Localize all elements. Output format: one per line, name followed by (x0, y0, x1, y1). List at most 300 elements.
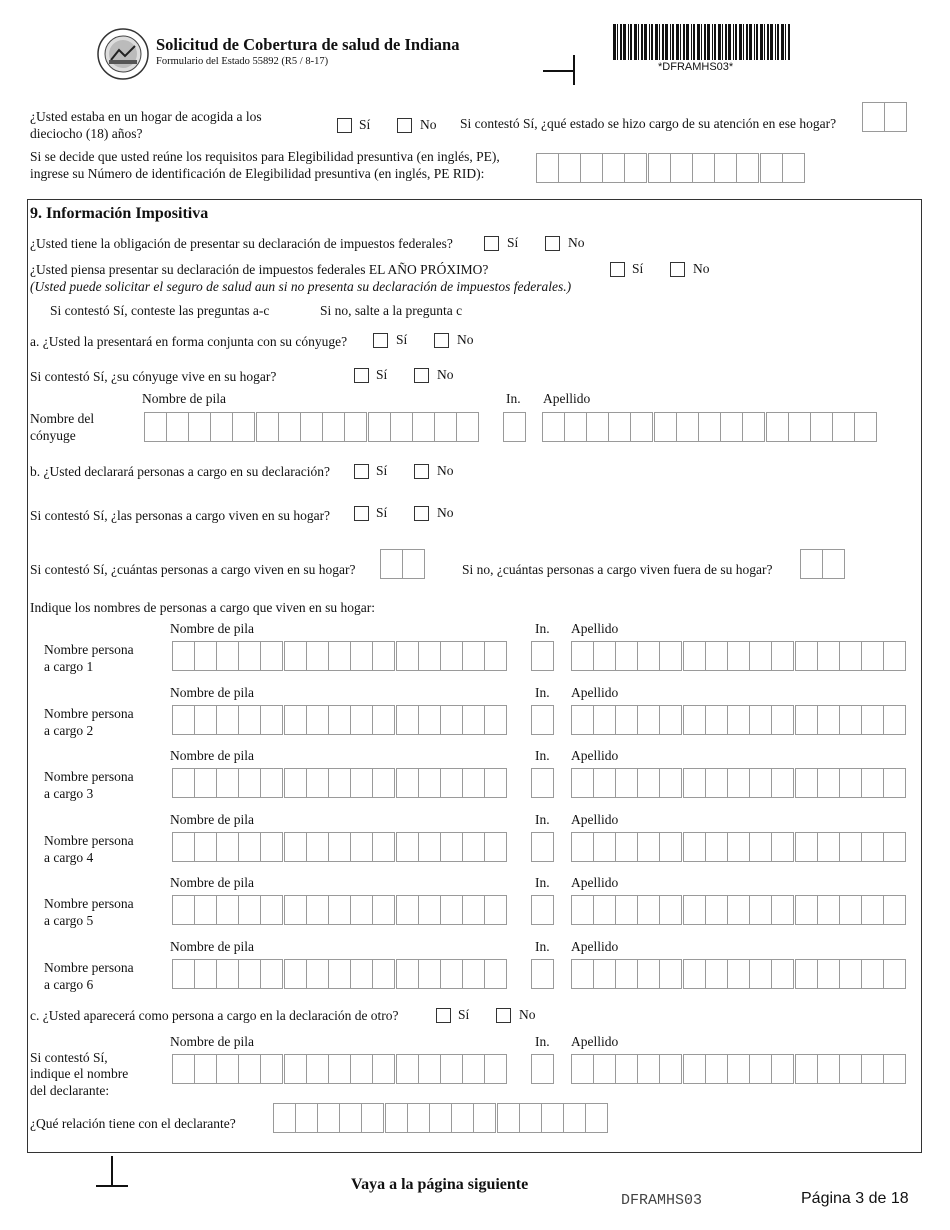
character-box[interactable] (295, 1103, 318, 1133)
character-box[interactable] (462, 832, 485, 862)
character-box[interactable] (585, 1103, 608, 1133)
character-box[interactable] (861, 959, 884, 989)
character-box[interactable] (166, 412, 189, 442)
dependent-first-name-input[interactable] (172, 705, 506, 735)
character-box[interactable] (749, 768, 772, 798)
spouse-lives-no-checkbox[interactable] (414, 368, 429, 383)
character-box[interactable] (284, 641, 307, 671)
character-box[interactable] (238, 1054, 261, 1084)
character-box[interactable] (683, 641, 706, 671)
character-box[interactable] (795, 895, 818, 925)
character-box[interactable] (216, 895, 239, 925)
character-box[interactable] (795, 832, 818, 862)
character-box[interactable] (749, 641, 772, 671)
character-box[interactable] (172, 768, 195, 798)
character-box[interactable] (418, 1054, 441, 1084)
character-box[interactable] (659, 895, 682, 925)
character-box[interactable] (727, 705, 750, 735)
character-box[interactable] (273, 1103, 296, 1133)
character-box[interactable] (839, 768, 862, 798)
character-box[interactable] (727, 895, 750, 925)
character-box[interactable] (637, 832, 660, 862)
character-box[interactable] (238, 768, 261, 798)
character-box[interactable] (883, 959, 906, 989)
character-box[interactable] (558, 153, 581, 183)
character-box[interactable] (637, 705, 660, 735)
character-box[interactable] (670, 153, 693, 183)
character-box[interactable] (782, 153, 805, 183)
character-box[interactable] (372, 959, 395, 989)
character-box[interactable] (418, 641, 441, 671)
character-box[interactable] (418, 895, 441, 925)
character-box[interactable] (771, 832, 794, 862)
character-box[interactable] (705, 768, 728, 798)
character-box[interactable] (306, 705, 329, 735)
character-box[interactable] (795, 641, 818, 671)
dependent-first-name-input[interactable] (172, 959, 506, 989)
spouse-lives-yes-checkbox[interactable] (354, 368, 369, 383)
character-box[interactable] (380, 549, 403, 579)
character-box[interactable] (727, 641, 750, 671)
character-box[interactable] (720, 412, 743, 442)
character-box[interactable] (564, 412, 587, 442)
character-box[interactable] (861, 641, 884, 671)
dependents-no-checkbox[interactable] (414, 464, 429, 479)
character-box[interactable] (580, 153, 603, 183)
character-box[interactable] (861, 832, 884, 862)
character-box[interactable] (440, 705, 463, 735)
character-box[interactable] (372, 832, 395, 862)
character-box[interactable] (372, 705, 395, 735)
character-box[interactable] (484, 959, 507, 989)
character-box[interactable] (602, 153, 625, 183)
character-box[interactable] (440, 959, 463, 989)
character-box[interactable] (284, 705, 307, 735)
character-box[interactable] (683, 832, 706, 862)
character-box[interactable] (817, 1054, 840, 1084)
character-box[interactable] (194, 832, 217, 862)
character-box[interactable] (462, 768, 485, 798)
dependent-first-name-input[interactable] (172, 641, 506, 671)
character-box[interactable] (705, 895, 728, 925)
character-box[interactable] (497, 1103, 520, 1133)
character-box[interactable] (861, 895, 884, 925)
character-box[interactable] (637, 959, 660, 989)
character-box[interactable] (278, 412, 301, 442)
character-box[interactable] (683, 1054, 706, 1084)
character-box[interactable] (615, 768, 638, 798)
dependent-initial-input[interactable] (531, 641, 553, 671)
character-box[interactable] (172, 705, 195, 735)
character-box[interactable] (216, 641, 239, 671)
character-box[interactable] (654, 412, 677, 442)
character-box[interactable] (440, 832, 463, 862)
how-many-out-input[interactable] (800, 549, 844, 579)
character-box[interactable] (484, 1054, 507, 1084)
character-box[interactable] (624, 153, 647, 183)
character-box[interactable] (839, 895, 862, 925)
character-box[interactable] (822, 549, 845, 579)
character-box[interactable] (705, 1054, 728, 1084)
character-box[interactable] (306, 641, 329, 671)
character-box[interactable] (536, 153, 559, 183)
character-box[interactable] (418, 959, 441, 989)
character-box[interactable] (484, 641, 507, 671)
character-box[interactable] (216, 959, 239, 989)
character-box[interactable] (593, 1054, 616, 1084)
character-box[interactable] (817, 895, 840, 925)
character-box[interactable] (771, 641, 794, 671)
character-box[interactable] (771, 895, 794, 925)
character-box[interactable] (440, 768, 463, 798)
character-box[interactable] (727, 1054, 750, 1084)
character-box[interactable] (194, 895, 217, 925)
character-box[interactable] (839, 832, 862, 862)
dependent-last-name-input[interactable] (571, 959, 905, 989)
character-box[interactable] (861, 705, 884, 735)
character-box[interactable] (238, 895, 261, 925)
character-box[interactable] (771, 705, 794, 735)
character-box[interactable] (232, 412, 255, 442)
character-box[interactable] (714, 153, 737, 183)
character-box[interactable] (350, 705, 373, 735)
character-box[interactable] (260, 768, 283, 798)
character-box[interactable] (659, 768, 682, 798)
character-box[interactable] (194, 768, 217, 798)
character-box[interactable] (615, 832, 638, 862)
character-box[interactable] (372, 1054, 395, 1084)
character-box[interactable] (429, 1103, 452, 1133)
character-box[interactable] (328, 959, 351, 989)
character-box[interactable] (637, 768, 660, 798)
dependent-initial-input[interactable] (531, 832, 553, 862)
character-box[interactable] (839, 1054, 862, 1084)
spouse-last-name-input[interactable] (542, 412, 876, 442)
character-box[interactable] (637, 1054, 660, 1084)
character-box[interactable] (260, 832, 283, 862)
character-box[interactable] (172, 1054, 195, 1084)
character-box[interactable] (749, 832, 772, 862)
filer-initial-input[interactable] (531, 1054, 553, 1084)
file-federal-no-checkbox[interactable] (545, 236, 560, 251)
character-box[interactable] (839, 705, 862, 735)
character-box[interactable] (172, 641, 195, 671)
character-box[interactable] (749, 705, 772, 735)
character-box[interactable] (531, 959, 554, 989)
character-box[interactable] (238, 641, 261, 671)
character-box[interactable] (306, 895, 329, 925)
character-box[interactable] (637, 641, 660, 671)
character-box[interactable] (571, 768, 594, 798)
character-box[interactable] (440, 895, 463, 925)
character-box[interactable] (306, 1054, 329, 1084)
character-box[interactable] (883, 705, 906, 735)
character-box[interactable] (742, 412, 765, 442)
character-box[interactable] (531, 768, 554, 798)
character-box[interactable] (771, 768, 794, 798)
character-box[interactable] (172, 832, 195, 862)
character-box[interactable] (676, 412, 699, 442)
character-box[interactable] (328, 705, 351, 735)
file-federal-yes-checkbox[interactable] (484, 236, 499, 251)
character-box[interactable] (586, 412, 609, 442)
character-box[interactable] (593, 895, 616, 925)
character-box[interactable] (531, 1054, 554, 1084)
character-box[interactable] (238, 959, 261, 989)
character-box[interactable] (659, 705, 682, 735)
character-box[interactable] (412, 412, 435, 442)
character-box[interactable] (883, 832, 906, 862)
character-box[interactable] (462, 1054, 485, 1084)
character-box[interactable] (350, 641, 373, 671)
foster-no-checkbox[interactable] (397, 118, 412, 133)
dependent-first-name-input[interactable] (172, 768, 506, 798)
character-box[interactable] (736, 153, 759, 183)
character-box[interactable] (862, 102, 885, 132)
character-box[interactable] (451, 1103, 474, 1133)
character-box[interactable] (328, 1054, 351, 1084)
joint-yes-checkbox[interactable] (373, 333, 388, 348)
character-box[interactable] (284, 1054, 307, 1084)
character-box[interactable] (705, 959, 728, 989)
character-box[interactable] (484, 768, 507, 798)
character-box[interactable] (260, 959, 283, 989)
character-box[interactable] (350, 895, 373, 925)
character-box[interactable] (727, 768, 750, 798)
character-box[interactable] (172, 959, 195, 989)
character-box[interactable] (418, 768, 441, 798)
character-box[interactable] (727, 959, 750, 989)
character-box[interactable] (563, 1103, 586, 1133)
character-box[interactable] (839, 641, 862, 671)
character-box[interactable] (260, 705, 283, 735)
dependent-last-name-input[interactable] (571, 768, 905, 798)
character-box[interactable] (571, 832, 594, 862)
character-box[interactable] (216, 768, 239, 798)
character-box[interactable] (615, 705, 638, 735)
character-box[interactable] (372, 768, 395, 798)
foster-state-input[interactable] (862, 102, 906, 132)
character-box[interactable] (328, 895, 351, 925)
character-box[interactable] (571, 641, 594, 671)
character-box[interactable] (260, 895, 283, 925)
character-box[interactable] (372, 895, 395, 925)
character-box[interactable] (832, 412, 855, 442)
character-box[interactable] (306, 959, 329, 989)
character-box[interactable] (771, 1054, 794, 1084)
character-box[interactable] (683, 705, 706, 735)
character-box[interactable] (749, 1054, 772, 1084)
character-box[interactable] (883, 641, 906, 671)
character-box[interactable] (637, 895, 660, 925)
character-box[interactable] (571, 959, 594, 989)
character-box[interactable] (817, 641, 840, 671)
character-box[interactable] (462, 705, 485, 735)
character-box[interactable] (396, 895, 419, 925)
character-box[interactable] (705, 705, 728, 735)
character-box[interactable] (385, 1103, 408, 1133)
character-box[interactable] (306, 768, 329, 798)
character-box[interactable] (210, 412, 233, 442)
character-box[interactable] (328, 832, 351, 862)
character-box[interactable] (440, 641, 463, 671)
character-box[interactable] (854, 412, 877, 442)
dependent-last-name-input[interactable] (571, 895, 905, 925)
character-box[interactable] (705, 641, 728, 671)
character-box[interactable] (434, 412, 457, 442)
character-box[interactable] (194, 705, 217, 735)
character-box[interactable] (484, 705, 507, 735)
spouse-first-name-input[interactable] (144, 412, 478, 442)
character-box[interactable] (284, 832, 307, 862)
character-box[interactable] (216, 705, 239, 735)
character-box[interactable] (396, 641, 419, 671)
character-box[interactable] (817, 768, 840, 798)
character-box[interactable] (795, 1054, 818, 1084)
dependent-first-name-input[interactable] (172, 832, 506, 862)
character-box[interactable] (462, 895, 485, 925)
character-box[interactable] (260, 1054, 283, 1084)
character-box[interactable] (396, 959, 419, 989)
character-box[interactable] (284, 768, 307, 798)
character-box[interactable] (571, 1054, 594, 1084)
character-box[interactable] (810, 412, 833, 442)
character-box[interactable] (194, 1054, 217, 1084)
character-box[interactable] (372, 641, 395, 671)
character-box[interactable] (683, 768, 706, 798)
character-box[interactable] (344, 412, 367, 442)
character-box[interactable] (615, 895, 638, 925)
character-box[interactable] (238, 832, 261, 862)
character-box[interactable] (749, 895, 772, 925)
character-box[interactable] (350, 768, 373, 798)
character-box[interactable] (698, 412, 721, 442)
dependent-initial-input[interactable] (531, 768, 553, 798)
dependent-initial-input[interactable] (531, 895, 553, 925)
character-box[interactable] (615, 959, 638, 989)
character-box[interactable] (795, 768, 818, 798)
character-box[interactable] (390, 412, 413, 442)
character-box[interactable] (861, 768, 884, 798)
character-box[interactable] (883, 895, 906, 925)
character-box[interactable] (883, 768, 906, 798)
character-box[interactable] (368, 412, 391, 442)
other-return-no-checkbox[interactable] (496, 1008, 511, 1023)
dependent-first-name-input[interactable] (172, 895, 506, 925)
next-year-no-checkbox[interactable] (670, 262, 685, 277)
character-box[interactable] (659, 959, 682, 989)
character-box[interactable] (531, 832, 554, 862)
character-box[interactable] (350, 832, 373, 862)
character-box[interactable] (396, 1054, 419, 1084)
character-box[interactable] (692, 153, 715, 183)
dependents-yes-checkbox[interactable] (354, 464, 369, 479)
character-box[interactable] (484, 832, 507, 862)
dependent-initial-input[interactable] (531, 705, 553, 735)
character-box[interactable] (172, 895, 195, 925)
character-box[interactable] (256, 412, 279, 442)
character-box[interactable] (883, 1054, 906, 1084)
character-box[interactable] (683, 895, 706, 925)
character-box[interactable] (800, 549, 823, 579)
character-box[interactable] (531, 895, 554, 925)
character-box[interactable] (238, 705, 261, 735)
joint-no-checkbox[interactable] (434, 333, 449, 348)
character-box[interactable] (519, 1103, 542, 1133)
character-box[interactable] (615, 641, 638, 671)
character-box[interactable] (300, 412, 323, 442)
filer-last-name-input[interactable] (571, 1054, 905, 1084)
character-box[interactable] (648, 153, 671, 183)
character-box[interactable] (593, 641, 616, 671)
character-box[interactable] (861, 1054, 884, 1084)
spouse-initial-input[interactable] (503, 412, 525, 442)
character-box[interactable] (462, 959, 485, 989)
character-box[interactable] (456, 412, 479, 442)
character-box[interactable] (659, 1054, 682, 1084)
dependent-last-name-input[interactable] (571, 832, 905, 862)
character-box[interactable] (473, 1103, 496, 1133)
character-box[interactable] (683, 959, 706, 989)
character-box[interactable] (541, 1103, 564, 1133)
character-box[interactable] (440, 1054, 463, 1084)
character-box[interactable] (216, 1054, 239, 1084)
character-box[interactable] (484, 895, 507, 925)
character-box[interactable] (788, 412, 811, 442)
character-box[interactable] (727, 832, 750, 862)
character-box[interactable] (418, 832, 441, 862)
character-box[interactable] (396, 768, 419, 798)
character-box[interactable] (531, 641, 554, 671)
character-box[interactable] (749, 959, 772, 989)
character-box[interactable] (317, 1103, 340, 1133)
character-box[interactable] (407, 1103, 430, 1133)
foster-yes-checkbox[interactable] (337, 118, 352, 133)
dependents-live-no-checkbox[interactable] (414, 506, 429, 521)
character-box[interactable] (795, 959, 818, 989)
character-box[interactable] (817, 959, 840, 989)
character-box[interactable] (350, 1054, 373, 1084)
filer-first-name-input[interactable] (172, 1054, 506, 1084)
relation-input[interactable] (273, 1103, 607, 1133)
pe-rid-input[interactable] (536, 153, 804, 183)
character-box[interactable] (608, 412, 631, 442)
dependent-initial-input[interactable] (531, 959, 553, 989)
character-box[interactable] (260, 641, 283, 671)
character-box[interactable] (593, 705, 616, 735)
character-box[interactable] (339, 1103, 362, 1133)
character-box[interactable] (615, 1054, 638, 1084)
character-box[interactable] (766, 412, 789, 442)
dependents-live-yes-checkbox[interactable] (354, 506, 369, 521)
character-box[interactable] (144, 412, 167, 442)
character-box[interactable] (795, 705, 818, 735)
character-box[interactable] (462, 641, 485, 671)
character-box[interactable] (188, 412, 211, 442)
character-box[interactable] (571, 705, 594, 735)
character-box[interactable] (322, 412, 345, 442)
character-box[interactable] (659, 832, 682, 862)
character-box[interactable] (194, 641, 217, 671)
dependent-last-name-input[interactable] (571, 705, 905, 735)
character-box[interactable] (194, 959, 217, 989)
character-box[interactable] (396, 705, 419, 735)
character-box[interactable] (593, 959, 616, 989)
character-box[interactable] (571, 895, 594, 925)
character-box[interactable] (216, 832, 239, 862)
character-box[interactable] (760, 153, 783, 183)
character-box[interactable] (771, 959, 794, 989)
